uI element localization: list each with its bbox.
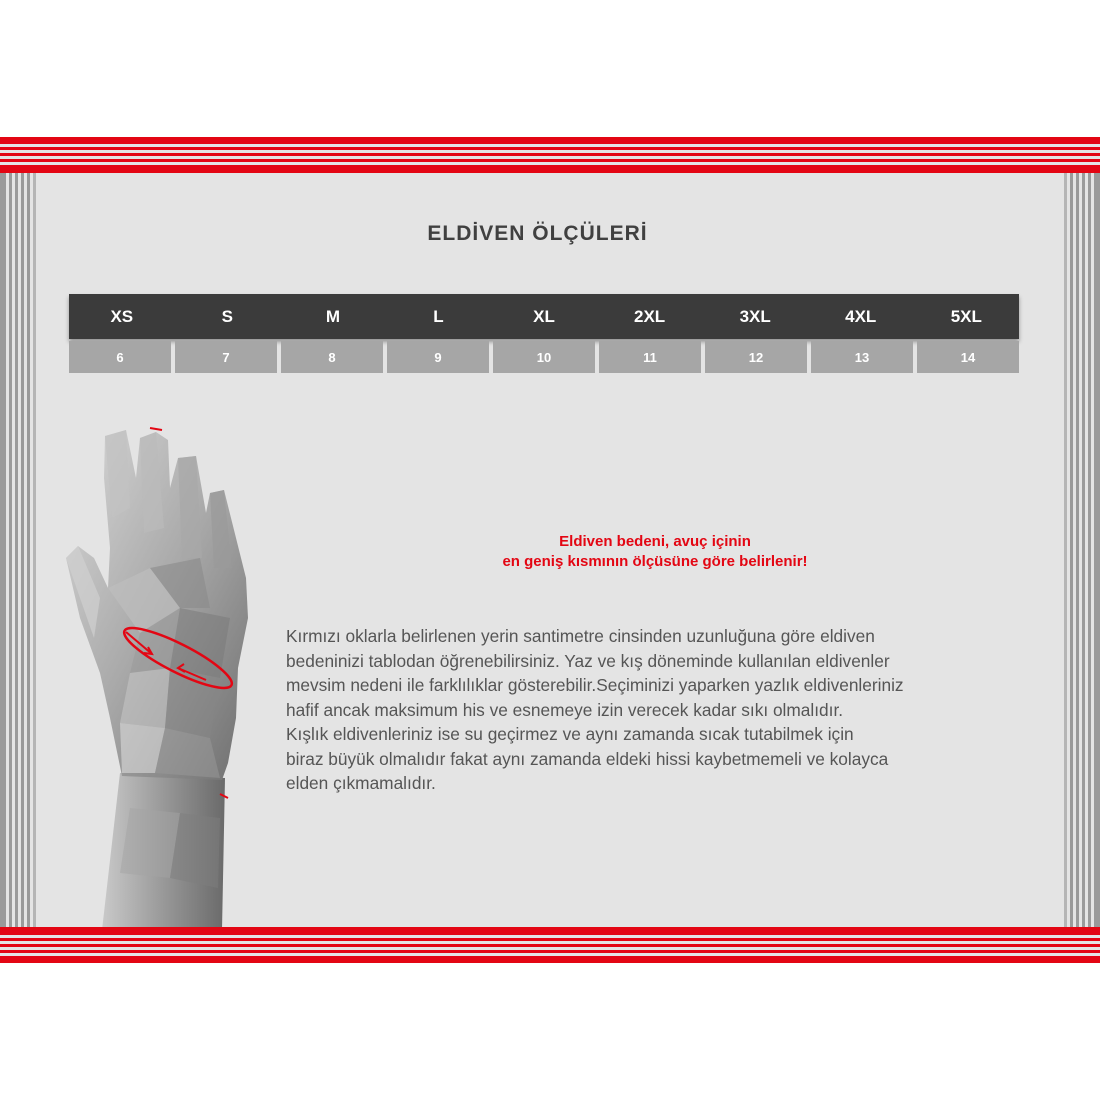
size-label: XS — [110, 306, 134, 326]
description-text — [286, 624, 1046, 796]
size-label: XL — [533, 306, 555, 326]
description-line: biraz büyük olmalıdır fakat aynı zamanda eldeki hissi kaybetmemeli ve kolayca — [286, 748, 889, 769]
size-value: 8 — [281, 341, 383, 373]
size-value-row — [69, 341, 1019, 373]
left-gray-stripes — [0, 173, 36, 927]
description-line: mevsim nedeni ile farklılıklar gösterebilir.Seçiminizi yaparken yazlık eldivenleriniz — [286, 675, 904, 695]
size-value: 9 — [387, 341, 489, 373]
description-line: Kırmızı oklarla belirlenen yerin santimetre cinsinden uzunluğuna göre eldiven — [286, 626, 875, 646]
size-value: 13 — [811, 341, 913, 373]
size-label: 3XL — [739, 306, 771, 326]
size-label: 2XL — [634, 306, 666, 326]
description-line: hafif ancak maksimum his ve esnemeye izin verecek kadar sıkı olmalıdır. — [286, 699, 844, 720]
hand-measure-icon — [60, 418, 260, 930]
description-line: Kışlık eldivenleriniz ise su geçirmez ve aynı zamanda sıcak tutabilmek için — [286, 724, 854, 744]
size-label: M — [325, 306, 340, 326]
size-label: 4XL — [845, 306, 877, 326]
sizing-note-line: Eldiven bedeni, avuç içinin — [559, 533, 751, 550]
size-value: 11 — [599, 341, 701, 373]
size-table — [69, 294, 1019, 373]
description-line: bedeninizi tablodan öğrenebilirsiniz. Yaz ve kış döneminde kullanılan eldivenler — [286, 650, 890, 671]
right-gray-stripes — [1064, 173, 1100, 927]
size-value: 6 — [69, 341, 171, 373]
page-title: ELDİVEN ÖLÇÜLERİ — [427, 222, 648, 245]
size-value: 14 — [917, 341, 1019, 373]
sizing-note-line: en geniş kısmının ölçüsüne göre belirlenir! — [502, 553, 808, 570]
size-value: 7 — [175, 341, 277, 373]
size-value: 12 — [705, 341, 807, 373]
size-label: 5XL — [950, 306, 982, 326]
size-label-row — [69, 294, 1019, 339]
size-label: S — [221, 306, 234, 326]
top-red-stripes — [0, 137, 1100, 173]
size-label: L — [433, 306, 444, 326]
description-line: elden çıkmamalıdır. — [286, 773, 436, 793]
sizing-note — [420, 532, 890, 572]
bottom-red-stripes — [0, 927, 1100, 963]
size-value: 10 — [493, 341, 595, 373]
